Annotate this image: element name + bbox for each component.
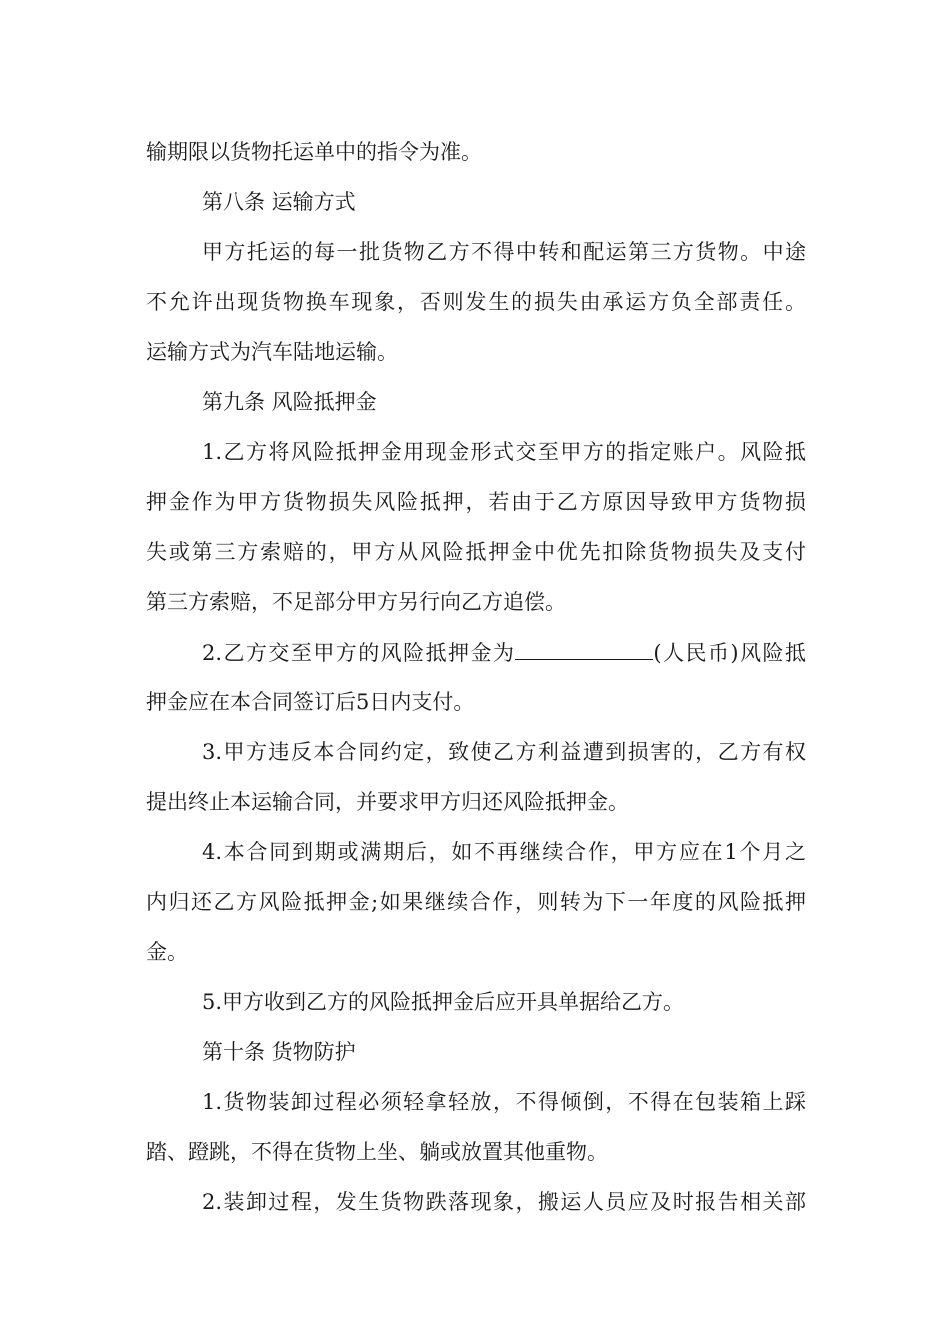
paragraph-line: 踏、蹬跳，不得在货物上坐、躺或放置其他重物。	[146, 1140, 608, 1164]
fill-in-blank	[515, 637, 653, 660]
paragraph-line: 押金作为甲方货物损失风险抵押，若由于乙方原因导致甲方货物损	[146, 490, 806, 514]
line-text-before-blank: 2.乙方交至甲方的风险抵押金为	[202, 641, 516, 665]
section-heading: 第十条 货物防护	[202, 1040, 356, 1064]
paragraph-line: 押金应在本合同签订后5日内支付。	[146, 690, 475, 714]
paragraph-line: 甲方托运的每一批货物乙方不得中转和配运第三方货物。中途	[202, 240, 806, 264]
paragraph-line: 运输方式为汽车陆地运输。	[146, 340, 398, 364]
paragraph-line-with-blank	[202, 637, 806, 667]
paragraph-line: 5.甲方收到乙方的风险抵押金后应开具单据给乙方。	[202, 990, 685, 1014]
line-text-after-blank: (人民币)风险抵	[653, 641, 806, 665]
paragraph-line: 2.装卸过程，发生货物跌落现象，搬运人员应及时报告相关部	[202, 1190, 806, 1214]
paragraph-line: 3.甲方违反本合同约定，致使乙方利益遭到损害的，乙方有权	[202, 740, 806, 764]
paragraph-line: 输期限以货物托运单中的指令为准。	[146, 140, 482, 164]
paragraph-line: 失或第三方索赔的，甲方从风险抵押金中优先扣除货物损失及支付	[146, 540, 806, 564]
paragraph-line: 4.本合同到期或满期后，如不再继续合作，甲方应在1个月之	[202, 840, 806, 864]
section-heading: 第八条 运输方式	[202, 190, 356, 214]
paragraph-line: 1.乙方将风险抵押金用现金形式交至甲方的指定账户。风险抵	[202, 440, 806, 464]
paragraph-line: 金。	[146, 940, 188, 964]
paragraph-line: 1.货物装卸过程必须轻拿轻放，不得倾倒，不得在包装箱上踩	[202, 1090, 806, 1114]
section-heading: 第九条 风险抵押金	[202, 390, 377, 414]
paragraph-line: 内归还乙方风险抵押金;如果继续合作，则转为下一年度的风险抵押	[146, 890, 806, 914]
paragraph-line: 不允许出现货物换车现象，否则发生的损失由承运方负全部责任。	[146, 290, 806, 314]
paragraph-line: 第三方索赔，不足部分甲方另行向乙方追偿。	[146, 590, 566, 614]
paragraph-line: 提出终止本运输合同，并要求甲方归还风险抵押金。	[146, 790, 629, 814]
